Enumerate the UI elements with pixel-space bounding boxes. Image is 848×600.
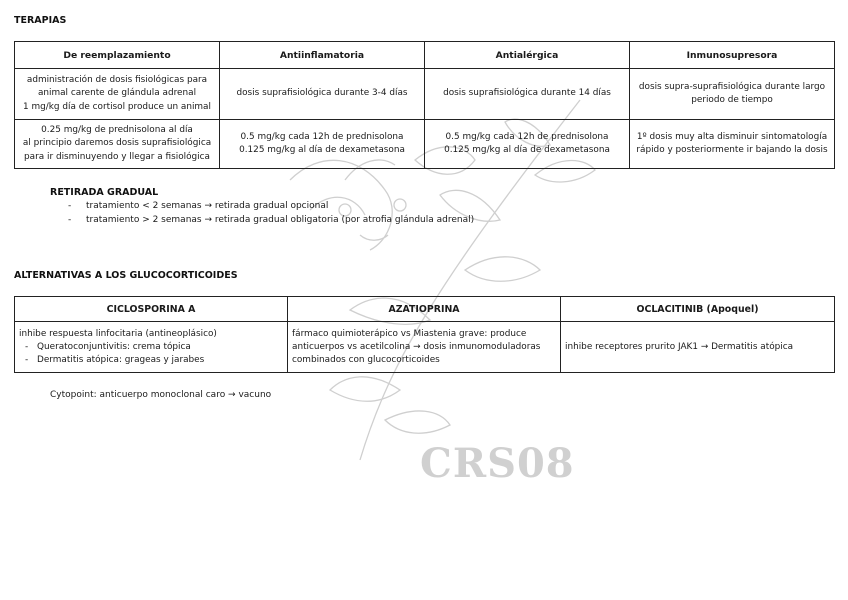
cell-line: combinados con glucocorticoides <box>292 354 440 365</box>
cell-line: rápido y posteriormente ir bajando la dosis <box>636 145 828 155</box>
header-ciclosporina: CICLOSPORINA A <box>15 297 288 322</box>
table-cell <box>425 120 630 169</box>
cell-line: al principio daremos dosis suprafisiológica <box>22 138 212 149</box>
retirada-list <box>50 200 474 227</box>
cell-line: inhibe respuesta linfocitaria (antineoplásico) <box>19 328 217 339</box>
cell-line: 0.5 mg/kg cada 12h de prednisolona <box>445 131 609 142</box>
cell-line: administración de dosis fisiológicas para <box>26 74 208 85</box>
cell-line: 0.5 mg/kg cada 12h de prednisolona <box>240 131 404 142</box>
sub-item: - Queratoconjuntivitis: crema tópica <box>19 341 283 354</box>
table-cell <box>220 120 425 169</box>
cell-line: inhibe receptores prurito JAK1 → Dermatitis atópica <box>565 341 794 352</box>
table-header-row <box>15 42 835 69</box>
table-cell <box>425 69 630 120</box>
watermark-text: CRS08 <box>420 440 575 487</box>
header-antiinflamatoria: Antiinflamatoria <box>220 42 425 69</box>
cell-line: 0.125 mg/kg al día de dexametasona <box>239 145 405 155</box>
table-row <box>15 120 835 169</box>
table-cell <box>15 322 288 373</box>
header-inmunosupresora: Inmunosupresora <box>630 42 835 69</box>
cell-line: fármaco quimioterápico vs Miastenia grave: produce <box>292 328 527 339</box>
cell-line: dosis suprafisiológica durante 14 días <box>443 88 611 99</box>
terapias-table <box>14 41 835 169</box>
header-oclacitinib: OCLACITINIB (Apoquel) <box>561 297 835 322</box>
cell-line: periodo de tiempo <box>691 95 773 105</box>
table-cell <box>15 120 220 169</box>
retirada-heading: RETIRADA GRADUAL <box>50 187 159 198</box>
table-cell <box>561 322 835 373</box>
table-header-row <box>15 297 835 322</box>
table-cell <box>630 120 835 169</box>
table-cell <box>15 69 220 120</box>
alternativas-heading: ALTERNATIVAS A LOS GLUCOCORTICOIDES <box>14 270 238 281</box>
list-item: - tratamiento > 2 semanas → retirada gradual obligatoria (por atrofia glándula adrenal) <box>50 214 474 228</box>
cell-line: anticuerpos vs acetilcolina → dosis inmunomoduladoras <box>292 341 541 352</box>
table-row <box>15 69 835 120</box>
header-reemplazamiento: De reemplazamiento <box>15 42 220 69</box>
header-azatioprina: AZATIOPRINA <box>288 297 561 322</box>
cell-line: 0.25 mg/kg de prednisolona al día <box>41 124 193 135</box>
cell-line: 1º dosis muy alta disminuir sintomatología <box>636 131 828 142</box>
table-row <box>15 322 835 373</box>
table-cell <box>220 69 425 120</box>
cell-line: dosis supra-suprafisiológica durante largo <box>638 81 826 92</box>
cytopoint-note: Cytopoint: anticuerpo monoclonal caro → vacuno <box>50 390 272 400</box>
cell-line: animal carente de glándula adrenal <box>37 88 197 99</box>
alternativas-table <box>14 296 835 373</box>
list-item: - tratamiento < 2 semanas → retirada gradual opcional <box>50 200 474 214</box>
terapias-heading: TERAPIAS <box>14 15 67 26</box>
cell-line: para ir disminuyendo y llegar a fisiológica <box>24 151 210 162</box>
table-cell <box>288 322 561 373</box>
cell-line: 0.125 mg/kg al día de dexametasona <box>444 145 610 155</box>
table-cell <box>630 69 835 120</box>
header-antialergica: Antialérgica <box>425 42 630 69</box>
cell-line: 1 mg/kg día de cortisol produce un animal <box>23 101 211 112</box>
sub-item: - Dermatitis atópica: grageas y jarabes <box>19 354 283 367</box>
cell-line: dosis suprafisiológica durante 3-4 días <box>236 88 408 99</box>
